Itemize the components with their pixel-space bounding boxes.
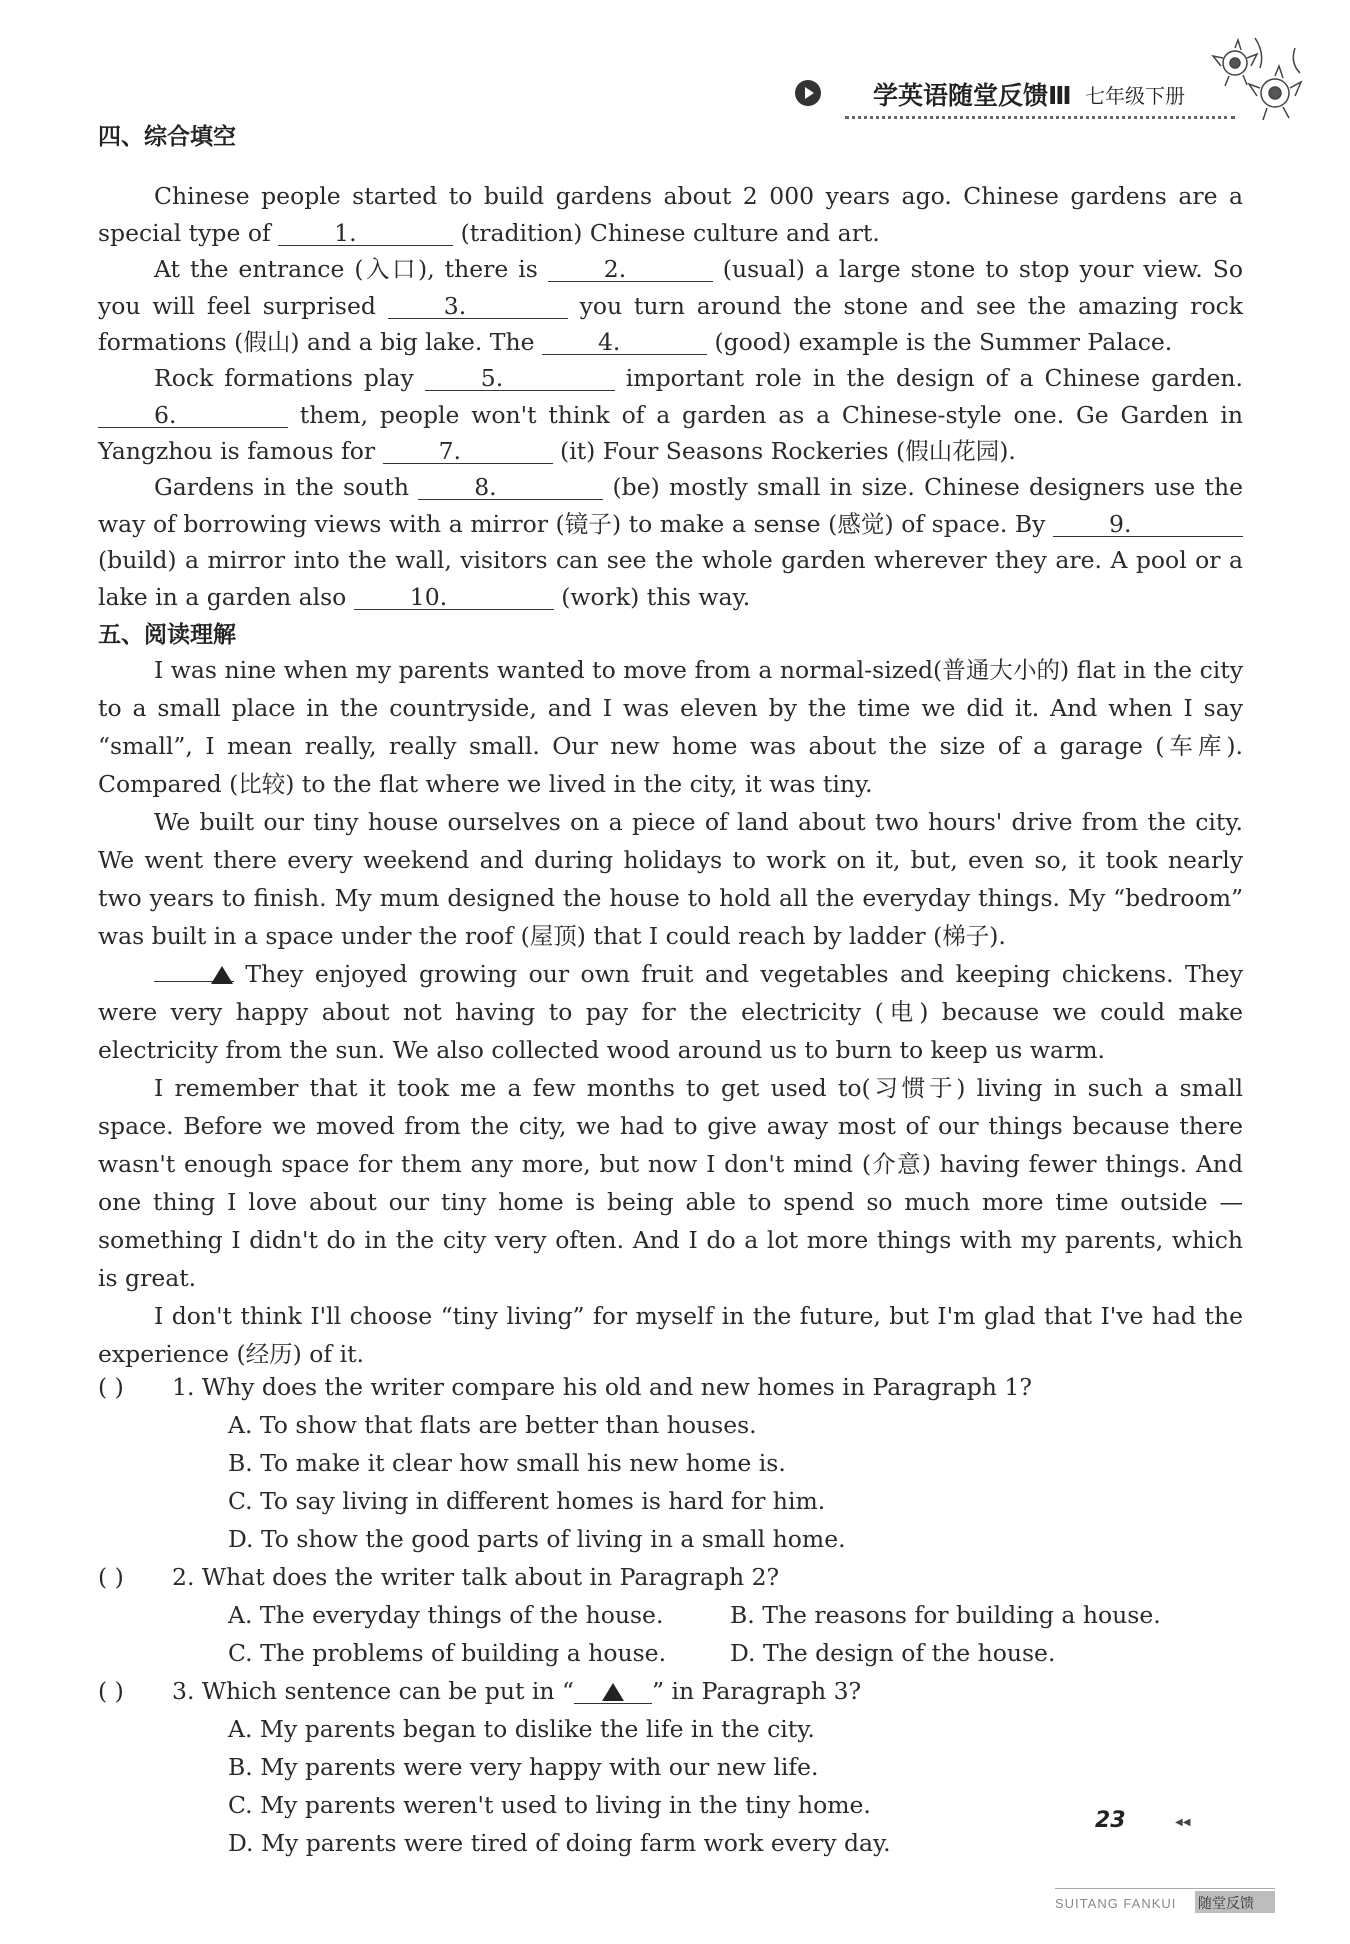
- triangle-icon: [211, 966, 233, 984]
- triangle-blank[interactable]: [154, 955, 234, 982]
- question-1-option-d: D. To show the good parts of living in a small home.: [228, 1525, 846, 1553]
- footer-brand-en: SUITANG FANKUI: [1055, 1896, 1177, 1911]
- page-number: 23: [1095, 1808, 1126, 1833]
- blank-1[interactable]: 1.: [278, 221, 453, 246]
- question-3-option-c: C. My parents weren't used to living in the tiny home.: [228, 1791, 871, 1819]
- sunflower-decoration-icon: [1205, 28, 1315, 138]
- answer-parenthesis-1[interactable]: ( ): [98, 1373, 124, 1401]
- question-2: ( ) 2. What does the writer talk about in Paragraph 2?: [98, 1563, 780, 1591]
- question-2-option-a: A. The everyday things of the house.: [228, 1601, 664, 1629]
- blank-6[interactable]: 6.: [98, 403, 288, 428]
- reading-paragraph-4: I remember that it took me a few months to get used to(习惯于) living in such a small space. Before we moved from the city, we had to give away most of our things because there wasn't enough space for them any more, but now I don't mind (介意) having fewer things. And one thing I love about our tiny home is being able to spend so much more time outside — something I didn't do in the city very often. And I do a lot more things with my parents, which is great.: [98, 1074, 1243, 1292]
- blank-7[interactable]: 7.: [383, 439, 553, 464]
- question-3: ( ) 3. Which sentence can be put in “ ” in Paragraph 3?: [98, 1677, 862, 1705]
- reading-paragraph-1: I was nine when my parents wanted to move from a normal-sized(普通大小的) flat in the city to a small place in the countryside, and I was eleven by the time we did it. And when I say “small”, I mean really, really small. Our new home was about the size of a garage (车库). Compared (比较) to the flat where we lived in the city, it was tiny.: [98, 656, 1243, 798]
- question-1-option-a: A. To show that flats are better than houses.: [228, 1411, 757, 1439]
- section-4-heading: 四、综合填空: [98, 124, 236, 150]
- blank-9[interactable]: 9.: [1053, 512, 1243, 537]
- blank-4[interactable]: 4.: [542, 330, 707, 355]
- reading-paragraph-2: We built our tiny house ourselves on a piece of land about two hours' drive from the city. We went there every weekend and during holidays to work on it, but, even so, it took nearly two years to finish. My mum designed the house to hold all the everyday things. My “bedroom” was built in a space under the roof (屋顶) that I could reach by ladder (梯子).: [98, 808, 1243, 950]
- answer-parenthesis-2[interactable]: ( ): [98, 1563, 124, 1591]
- reading-paragraph-3: They enjoyed growing our own fruit and vegetables and keeping chickens. They were very happy about not having to pay for the electricity (电) because we could make electricity from the sun. We also collected wood around us to burn to keep us warm.: [98, 955, 1243, 1069]
- blank-3[interactable]: 3.: [388, 294, 568, 319]
- blank-2[interactable]: 2.: [548, 257, 713, 282]
- footer-brand-cn: 随堂反馈: [1198, 1896, 1254, 1912]
- blank-10[interactable]: 10.: [354, 585, 554, 610]
- book-grade: 七年级下册: [1085, 84, 1185, 108]
- header-dotted-line: [845, 116, 1235, 119]
- question-3-option-b: B. My parents were very happy with our new life.: [228, 1753, 819, 1781]
- question-2-option-d: D. The design of the house.: [730, 1639, 1056, 1667]
- question-2-option-c: C. The problems of building a house.: [228, 1639, 667, 1667]
- question-1: ( ) 1. Why does the writer compare his old and new homes in Paragraph 1?: [98, 1373, 1032, 1401]
- play-icon: [795, 80, 821, 106]
- page-arrow-icon: ◀◀: [1175, 1817, 1191, 1828]
- question-3-option-d: D. My parents were tired of doing farm work every day.: [228, 1829, 891, 1857]
- book-title: 学英语随堂反馈Ⅲ: [873, 81, 1072, 110]
- reading-paragraph-5: I don't think I'll choose “tiny living” for myself in the future, but I'm glad that I've had the experience (经历) of it.: [98, 1302, 1243, 1368]
- question-2-option-b: B. The reasons for building a house.: [730, 1601, 1161, 1629]
- question-1-option-c: C. To say living in different homes is hard for him.: [228, 1487, 826, 1515]
- triangle-icon: [602, 1683, 624, 1701]
- question-1-option-b: B. To make it clear how small his new home is.: [228, 1449, 786, 1477]
- blank-5[interactable]: 5.: [425, 366, 615, 391]
- cloze-paragraph-3: Rock formations play 5. important role in the design of a Chinese garden. 6. them, people won't think of a garden as a Chinese-style one. Ge Garden in Yangzhou is famous for 7. (it) Four Seasons Rockeries (假山花园).: [98, 364, 1243, 465]
- section-5-heading: 五、阅读理解: [98, 622, 236, 648]
- answer-parenthesis-3[interactable]: ( ): [98, 1677, 124, 1705]
- footer-rule: [1055, 1888, 1275, 1889]
- cloze-paragraph-4: Gardens in the south 8. (be) mostly small in size. Chinese designers use the way of borrowing views with a mirror (镜子) to make a sense (感觉) of space. By 9. (build) a mirror into the wall, visitors can see the whole garden wherever they are. A pool or a lake in a garden also 10. (work) this way.: [98, 473, 1244, 611]
- question-3-option-a: A. My parents began to dislike the life in the city.: [228, 1715, 815, 1743]
- cloze-paragraph-1: Chinese people started to build gardens about 2 000 years ago. Chinese gardens are a special type of 1. (tradition) Chinese culture and art.: [98, 182, 1243, 247]
- question-3-triangle-blank: [574, 1677, 652, 1704]
- cloze-paragraph-2: At the entrance (入口), there is 2. (usual) a large stone to stop your view. So you will feel surprised 3. you turn around the stone and see the amazing rock formations (假山) and a big lake. The 4. (good) example is the Summer Palace.: [98, 255, 1243, 356]
- blank-8[interactable]: 8.: [418, 475, 603, 500]
- page-header: [795, 72, 1235, 122]
